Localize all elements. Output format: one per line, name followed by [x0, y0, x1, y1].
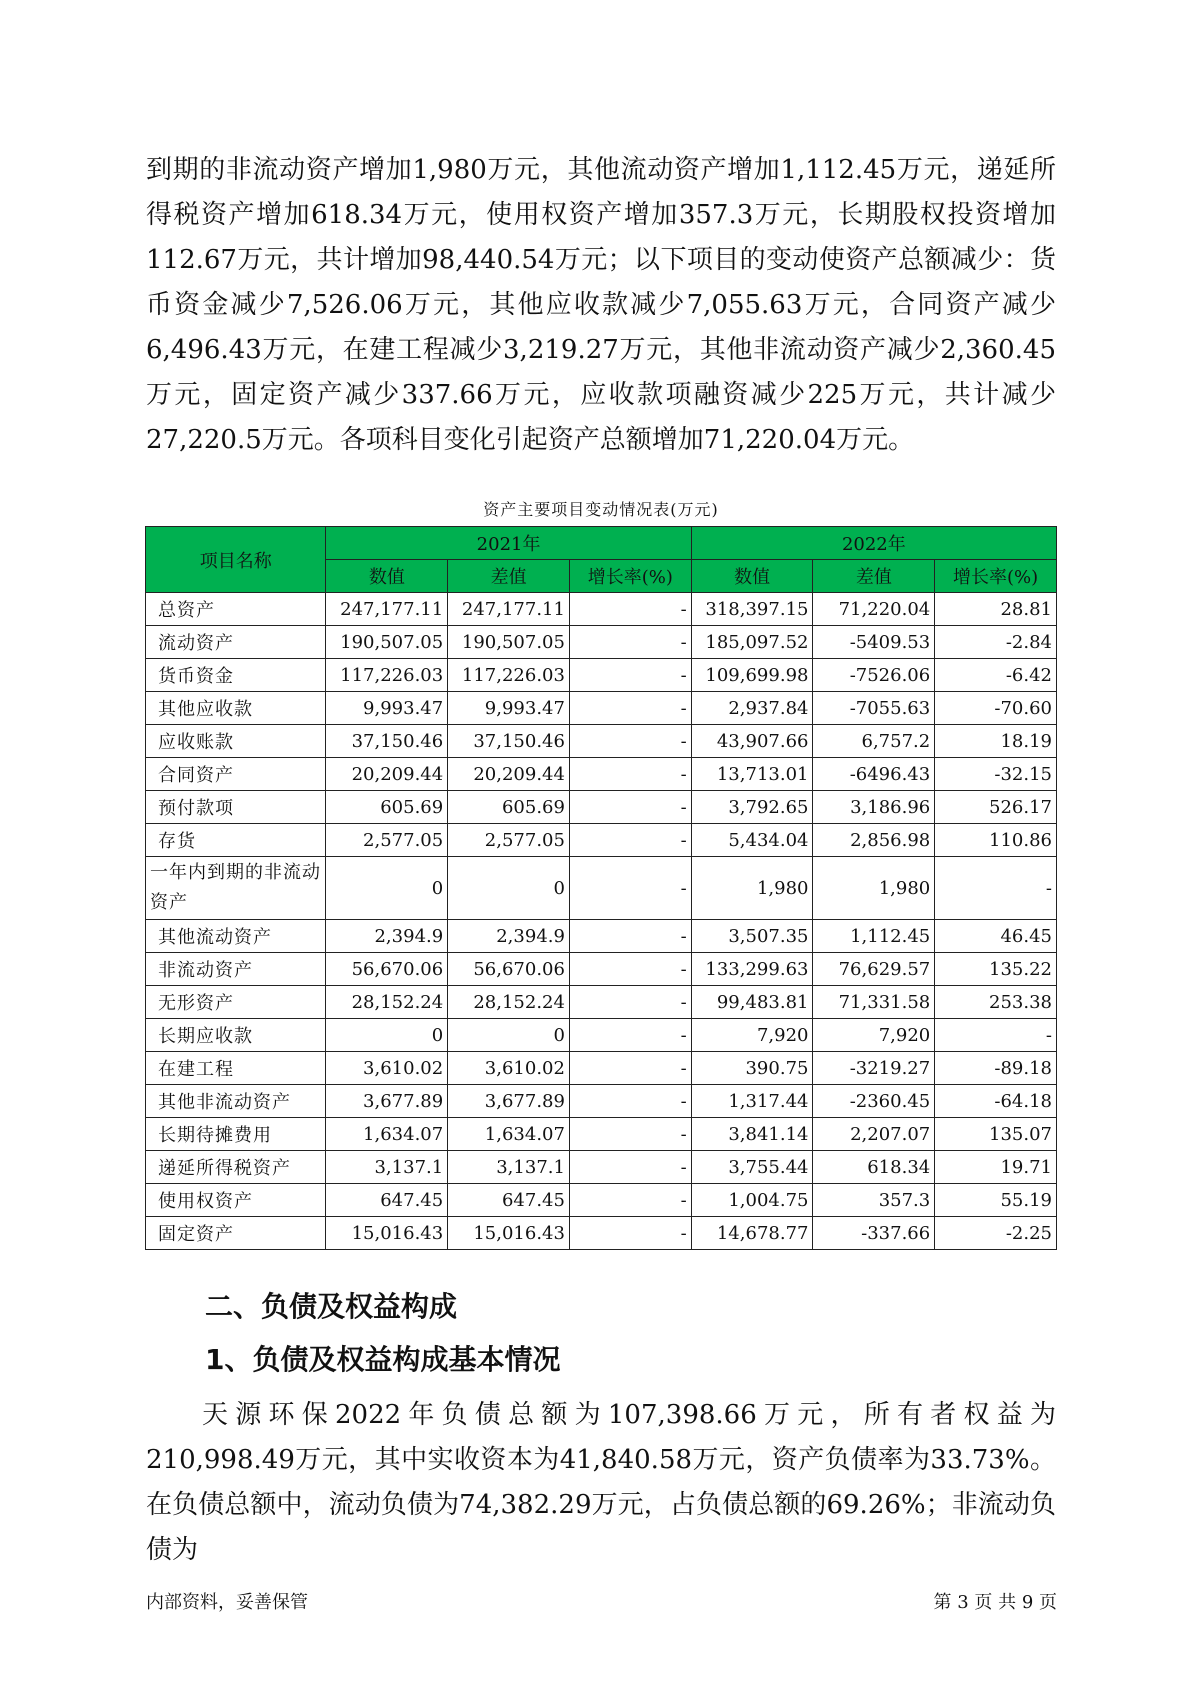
- table-row: [146, 986, 1057, 1019]
- cell-item-name: 流动资产: [146, 626, 326, 659]
- cell-rate-2022: 135.07: [935, 1118, 1057, 1151]
- header-rate-2022: 增长率(%): [935, 560, 1057, 593]
- cell-item-name: 在建工程: [146, 1052, 326, 1085]
- cell-rate-2022: -32.15: [935, 758, 1057, 791]
- cell-diff-2021: 605.69: [448, 791, 570, 824]
- cell-value-2021: 15,016.43: [326, 1217, 448, 1250]
- cell-value-2022: 1,317.44: [691, 1085, 813, 1118]
- cell-diff-2022: -7526.06: [813, 659, 935, 692]
- cell-rate-2021: -: [569, 920, 691, 953]
- cell-item-name: 其他非流动资产: [146, 1085, 326, 1118]
- cell-rate-2021: -: [569, 626, 691, 659]
- cell-rate-2022: -: [935, 1019, 1057, 1052]
- cell-item-name: 预付款项: [146, 791, 326, 824]
- cell-rate-2021: -: [569, 725, 691, 758]
- cell-rate-2022: -6.42: [935, 659, 1057, 692]
- cell-item-name: 非流动资产: [146, 953, 326, 986]
- cell-value-2021: 56,670.06: [326, 953, 448, 986]
- table-row: [146, 1184, 1057, 1217]
- cell-item-name: 长期应收款: [146, 1019, 326, 1052]
- footer-page-number: 第 3 页 共 9 页: [933, 1592, 1057, 1613]
- cell-item-name: 一年内到期的非流动资产: [146, 857, 326, 920]
- table-row: [146, 725, 1057, 758]
- header-diff-2021: 差值: [448, 560, 570, 593]
- cell-value-2021: 3,677.89: [326, 1085, 448, 1118]
- cell-diff-2022: 1,980: [813, 857, 935, 920]
- cell-rate-2022: -70.60: [935, 692, 1057, 725]
- cell-diff-2021: 3,610.02: [448, 1052, 570, 1085]
- cell-diff-2021: 37,150.46: [448, 725, 570, 758]
- cell-value-2021: 37,150.46: [326, 725, 448, 758]
- cell-item-name: 无形资产: [146, 986, 326, 1019]
- cell-item-name: 长期待摊费用: [146, 1118, 326, 1151]
- cell-value-2021: 247,177.11: [326, 593, 448, 626]
- table-row: [146, 1085, 1057, 1118]
- cell-diff-2022: -7055.63: [813, 692, 935, 725]
- header-item-name: 项目名称: [146, 527, 326, 593]
- cell-diff-2022: 2,856.98: [813, 824, 935, 857]
- cell-diff-2022: -2360.45: [813, 1085, 935, 1118]
- cell-value-2022: 1,980: [691, 857, 813, 920]
- cell-value-2021: 9,993.47: [326, 692, 448, 725]
- table-row: [146, 920, 1057, 953]
- table-row: [146, 1151, 1057, 1184]
- cell-value-2022: 2,937.84: [691, 692, 813, 725]
- cell-item-name: 其他流动资产: [146, 920, 326, 953]
- cell-diff-2021: 247,177.11: [448, 593, 570, 626]
- cell-rate-2021: -: [569, 593, 691, 626]
- cell-diff-2021: 28,152.24: [448, 986, 570, 1019]
- table-row: [146, 857, 1057, 920]
- cell-rate-2021: -: [569, 758, 691, 791]
- cell-item-name: 固定资产: [146, 1217, 326, 1250]
- cell-item-name: 存货: [146, 824, 326, 857]
- table-row: [146, 1052, 1057, 1085]
- cell-diff-2021: 0: [448, 1019, 570, 1052]
- cell-diff-2022: -337.66: [813, 1217, 935, 1250]
- cell-diff-2022: -6496.43: [813, 758, 935, 791]
- footer-confidential-note: 内部资料，妥善保管: [146, 1592, 308, 1613]
- cell-diff-2021: 20,209.44: [448, 758, 570, 791]
- cell-value-2021: 20,209.44: [326, 758, 448, 791]
- cell-rate-2021: -: [569, 1217, 691, 1250]
- cell-diff-2022: 71,331.58: [813, 986, 935, 1019]
- cell-rate-2021: -: [569, 1019, 691, 1052]
- section-heading: 二、负债及权益构成: [205, 1290, 458, 1323]
- cell-diff-2021: 3,137.1: [448, 1151, 570, 1184]
- table-body: [146, 593, 1057, 1250]
- cell-rate-2021: -: [569, 953, 691, 986]
- cell-rate-2022: 135.22: [935, 953, 1057, 986]
- cell-rate-2022: 526.17: [935, 791, 1057, 824]
- cell-rate-2022: 18.19: [935, 725, 1057, 758]
- cell-value-2021: 3,137.1: [326, 1151, 448, 1184]
- cell-diff-2021: 0: [448, 857, 570, 920]
- cell-value-2021: 1,634.07: [326, 1118, 448, 1151]
- cell-value-2022: 7,920: [691, 1019, 813, 1052]
- cell-rate-2021: -: [569, 1118, 691, 1151]
- cell-diff-2022: -3219.27: [813, 1052, 935, 1085]
- cell-value-2021: 117,226.03: [326, 659, 448, 692]
- cell-value-2021: 3,610.02: [326, 1052, 448, 1085]
- cell-rate-2021: -: [569, 1151, 691, 1184]
- cell-diff-2022: 76,629.57: [813, 953, 935, 986]
- cell-value-2022: 99,483.81: [691, 986, 813, 1019]
- header-rate-2021: 增长率(%): [569, 560, 691, 593]
- cell-value-2021: 0: [326, 857, 448, 920]
- cell-diff-2021: 15,016.43: [448, 1217, 570, 1250]
- table-row: [146, 1217, 1057, 1250]
- body-paragraph-liabilities: 天源环保2022年负债总额为107,398.66万元，所有者权益为210,998.49万元，其中实收资本为41,840.58万元，资产负债率为33.73%。在负债总额中，流动负债为74,382.29万元，占负债总额的69.26%；非流动负债为: [146, 1400, 1056, 1565]
- cell-value-2022: 1,004.75: [691, 1184, 813, 1217]
- cell-rate-2021: -: [569, 986, 691, 1019]
- cell-value-2021: 605.69: [326, 791, 448, 824]
- cell-diff-2022: 1,112.45: [813, 920, 935, 953]
- cell-item-name: 合同资产: [146, 758, 326, 791]
- cell-diff-2021: 56,670.06: [448, 953, 570, 986]
- cell-value-2022: 390.75: [691, 1052, 813, 1085]
- cell-diff-2022: 618.34: [813, 1151, 935, 1184]
- cell-rate-2021: -: [569, 1085, 691, 1118]
- cell-value-2021: 0: [326, 1019, 448, 1052]
- cell-diff-2022: 357.3: [813, 1184, 935, 1217]
- cell-item-name: 货币资金: [146, 659, 326, 692]
- table-row: [146, 1019, 1057, 1052]
- asset-changes-table: [145, 526, 1057, 1250]
- cell-value-2022: 3,841.14: [691, 1118, 813, 1151]
- table-row: [146, 791, 1057, 824]
- cell-diff-2022: -5409.53: [813, 626, 935, 659]
- cell-value-2021: 2,394.9: [326, 920, 448, 953]
- cell-item-name: 总资产: [146, 593, 326, 626]
- cell-diff-2021: 9,993.47: [448, 692, 570, 725]
- table-row: [146, 758, 1057, 791]
- cell-value-2022: 133,299.63: [691, 953, 813, 986]
- table-row: [146, 692, 1057, 725]
- cell-rate-2022: 253.38: [935, 986, 1057, 1019]
- cell-diff-2021: 190,507.05: [448, 626, 570, 659]
- cell-rate-2022: -2.84: [935, 626, 1057, 659]
- cell-value-2022: 109,699.98: [691, 659, 813, 692]
- cell-rate-2021: -: [569, 824, 691, 857]
- table-caption: 资产主要项目变动情况表(万元): [483, 500, 719, 519]
- cell-rate-2022: -: [935, 857, 1057, 920]
- cell-diff-2021: 2,394.9: [448, 920, 570, 953]
- table-row: [146, 626, 1057, 659]
- cell-rate-2022: 28.81: [935, 593, 1057, 626]
- cell-rate-2022: -89.18: [935, 1052, 1057, 1085]
- cell-value-2022: 3,507.35: [691, 920, 813, 953]
- cell-item-name: 递延所得税资产: [146, 1151, 326, 1184]
- cell-diff-2022: 7,920: [813, 1019, 935, 1052]
- cell-diff-2022: 3,186.96: [813, 791, 935, 824]
- cell-rate-2021: -: [569, 857, 691, 920]
- header-year-2022: 2022年: [691, 527, 1056, 560]
- cell-rate-2022: -64.18: [935, 1085, 1057, 1118]
- cell-value-2022: 43,907.66: [691, 725, 813, 758]
- cell-value-2022: 5,434.04: [691, 824, 813, 857]
- cell-value-2022: 3,792.65: [691, 791, 813, 824]
- subsection-heading: 1、负债及权益构成基本情况: [205, 1343, 561, 1376]
- cell-rate-2022: 46.45: [935, 920, 1057, 953]
- cell-item-name: 应收账款: [146, 725, 326, 758]
- cell-rate-2021: -: [569, 1184, 691, 1217]
- cell-diff-2021: 3,677.89: [448, 1085, 570, 1118]
- cell-value-2021: 2,577.05: [326, 824, 448, 857]
- cell-value-2021: 28,152.24: [326, 986, 448, 1019]
- table-row: [146, 593, 1057, 626]
- cell-rate-2021: -: [569, 1052, 691, 1085]
- cell-diff-2021: 1,634.07: [448, 1118, 570, 1151]
- cell-value-2021: 647.45: [326, 1184, 448, 1217]
- header-value-2021: 数值: [326, 560, 448, 593]
- cell-rate-2022: 19.71: [935, 1151, 1057, 1184]
- table-row: [146, 824, 1057, 857]
- cell-value-2022: 318,397.15: [691, 593, 813, 626]
- cell-rate-2022: -2.25: [935, 1217, 1057, 1250]
- cell-diff-2021: 2,577.05: [448, 824, 570, 857]
- cell-rate-2021: -: [569, 692, 691, 725]
- cell-value-2021: 190,507.05: [326, 626, 448, 659]
- cell-item-name: 其他应收款: [146, 692, 326, 725]
- table-row: [146, 1118, 1057, 1151]
- cell-value-2022: 3,755.44: [691, 1151, 813, 1184]
- header-diff-2022: 差值: [813, 560, 935, 593]
- cell-value-2022: 13,713.01: [691, 758, 813, 791]
- cell-diff-2022: 6,757.2: [813, 725, 935, 758]
- header-year-2021: 2021年: [326, 527, 691, 560]
- table-row: [146, 953, 1057, 986]
- cell-item-name: 使用权资产: [146, 1184, 326, 1217]
- cell-diff-2021: 117,226.03: [448, 659, 570, 692]
- cell-diff-2021: 647.45: [448, 1184, 570, 1217]
- cell-rate-2022: 110.86: [935, 824, 1057, 857]
- cell-diff-2022: 2,207.07: [813, 1118, 935, 1151]
- table-row: [146, 659, 1057, 692]
- cell-rate-2021: -: [569, 791, 691, 824]
- cell-rate-2021: -: [569, 659, 691, 692]
- cell-value-2022: 185,097.52: [691, 626, 813, 659]
- cell-rate-2022: 55.19: [935, 1184, 1057, 1217]
- cell-diff-2022: 71,220.04: [813, 593, 935, 626]
- body-paragraph-asset-changes: 到期的非流动资产增加1,980万元，其他流动资产增加1,112.45万元，递延所得税资产增加618.34万元，使用权资产增加357.3万元，长期股权投资增加112.67万元，共计增加98,440.54万元；以下项目的变动使资产总额减少：货币资金减少7,526.06万元，其他应收款减少7,055.63万元，合同资产减少6,496.43万元，在建工程减少3,219.27万元，其他非流动资产减少2,360.45万元，固定资产减少337.66万元，应收款项融资减少225万元，共计减少27,220.5万元。各项科目变化引起资产总额增加71,220.04万元。: [146, 155, 1056, 455]
- header-value-2022: 数值: [691, 560, 813, 593]
- cell-value-2022: 14,678.77: [691, 1217, 813, 1250]
